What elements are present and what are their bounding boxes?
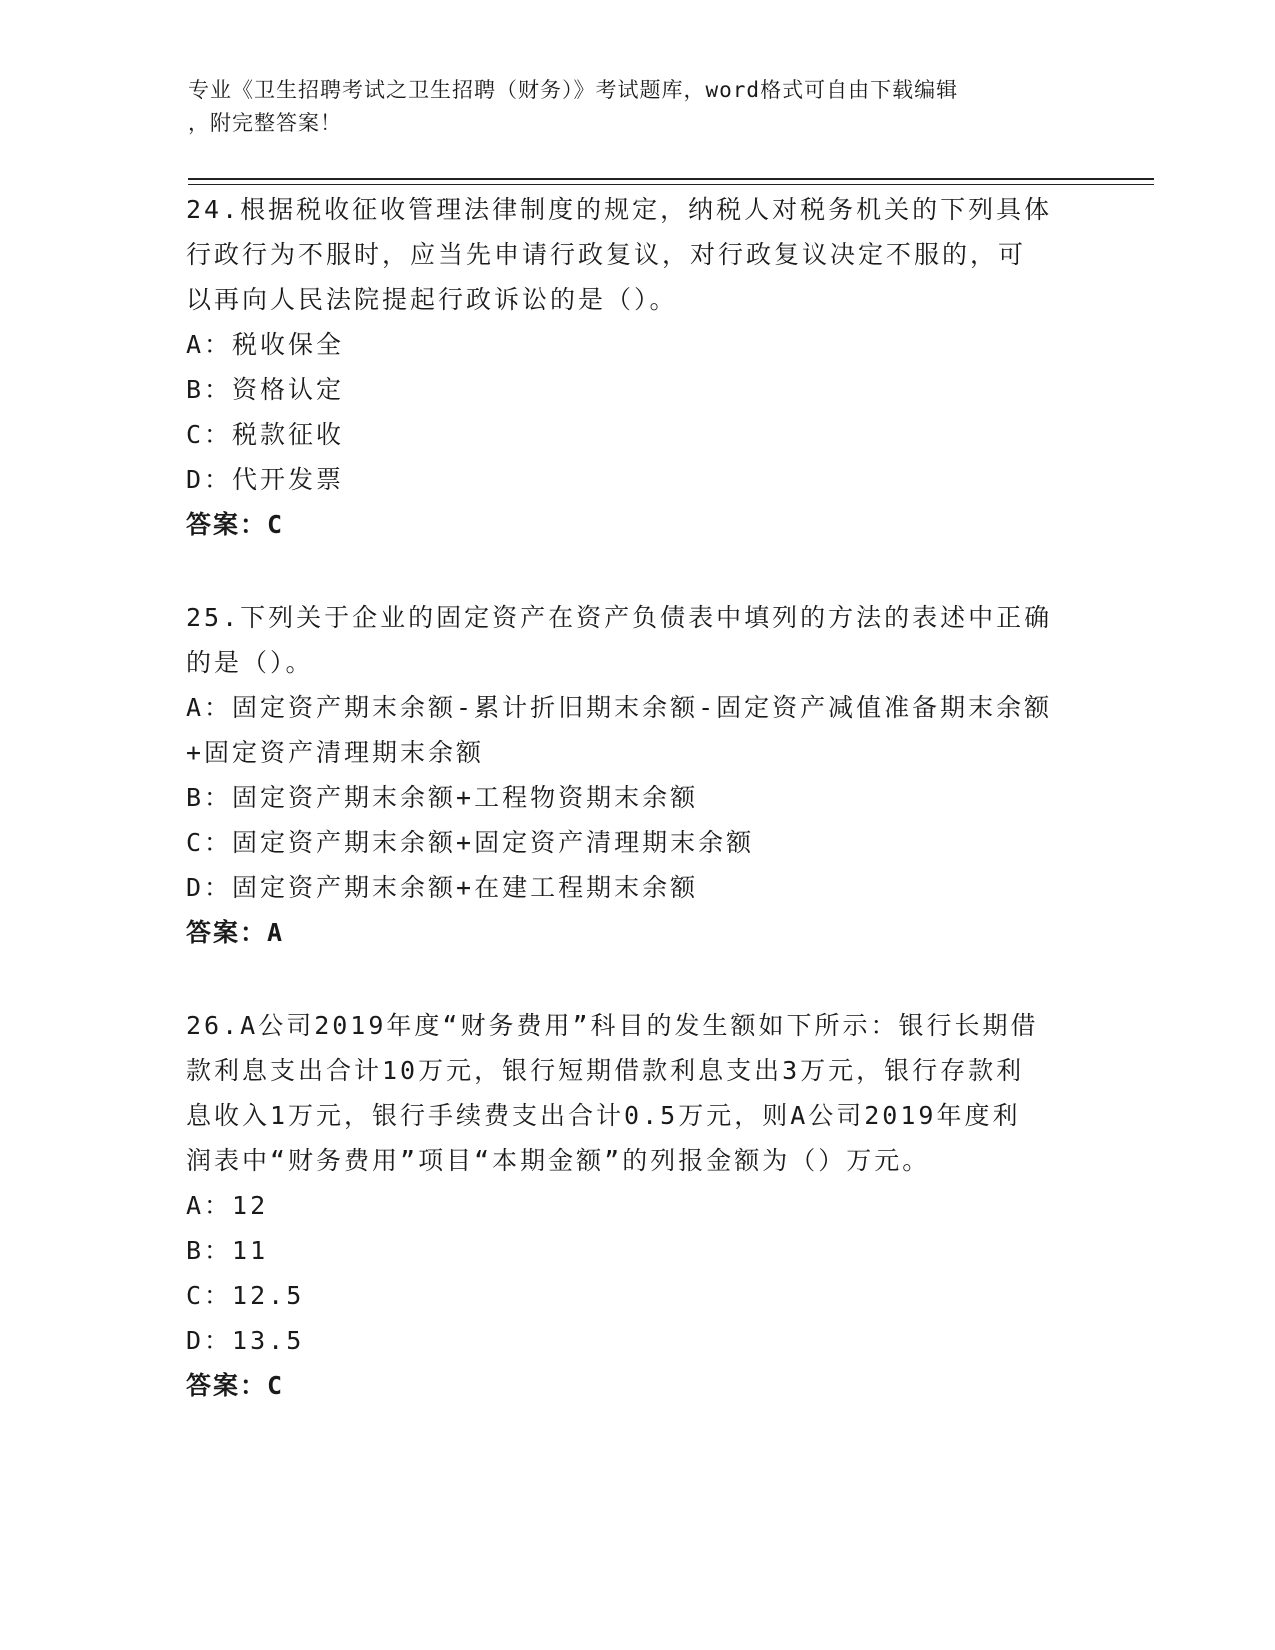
answer: 答案：C — [186, 510, 285, 539]
question-stem-line: 的是（）。 — [186, 648, 314, 677]
option-d: D：代开发票 — [186, 465, 345, 494]
option-a: A：税收保全 — [186, 330, 345, 359]
question-stem-line: 行政行为不服时，应当先申请行政复议，对行政复议决定不服的，可 — [186, 240, 1027, 269]
question-stem-line: 款利息支出合计10万元，银行短期借款利息支出3万元，银行存款利 — [186, 1056, 1025, 1085]
header-divider-thin — [188, 184, 1154, 185]
option-a: A：12 — [186, 1191, 269, 1220]
option-b: B：11 — [186, 1236, 269, 1265]
header-line-2: ，附完整答案！ — [188, 111, 342, 135]
header-divider-thick — [188, 178, 1154, 180]
question-24 — [186, 187, 1086, 547]
header-line-1: 专业《卫生招聘考试之卫生招聘（财务）》考试题库，word格式可自由下载编辑 — [188, 78, 959, 102]
question-stem-line: 润表中“财务费用”项目“本期金额”的列报金额为（）万元。 — [186, 1146, 931, 1175]
document-header — [188, 74, 1068, 140]
question-stem-line: 息收入1万元，银行手续费支出合计0.5万元，则A公司2019年度利 — [186, 1101, 1021, 1130]
option-c: C：税款征收 — [186, 420, 345, 449]
question-stem-line: 25.下列关于企业的固定资产在资产负债表中填列的方法的表述中正确 — [186, 603, 1053, 632]
answer: 答案：C — [186, 1371, 285, 1400]
option-c: C：固定资产期末余额+固定资产清理期末余额 — [186, 828, 755, 857]
question-stem-line: 24.根据税收征收管理法律制度的规定，纳税人对税务机关的下列具体 — [186, 195, 1053, 224]
question-stem-line: 以再向人民法院提起行政诉讼的是（）。 — [186, 285, 678, 314]
option-a-continued: +固定资产清理期末余额 — [186, 738, 485, 767]
option-d: D：13.5 — [186, 1326, 305, 1355]
option-b: B：资格认定 — [186, 375, 345, 404]
question-25 — [186, 595, 1086, 955]
question-26 — [186, 1003, 1086, 1408]
option-d: D：固定资产期末余额+在建工程期末余额 — [186, 873, 699, 902]
option-b: B：固定资产期末余额+工程物资期末余额 — [186, 783, 699, 812]
answer: 答案：A — [186, 918, 285, 947]
question-stem-line: 26.A公司2019年度“财务费用”科目的发生额如下所示：银行长期借 — [186, 1011, 1039, 1040]
option-a: A：固定资产期末余额-累计折旧期末余额-固定资产减值准备期末余额 — [186, 693, 1053, 722]
option-c: C：12.5 — [186, 1281, 305, 1310]
